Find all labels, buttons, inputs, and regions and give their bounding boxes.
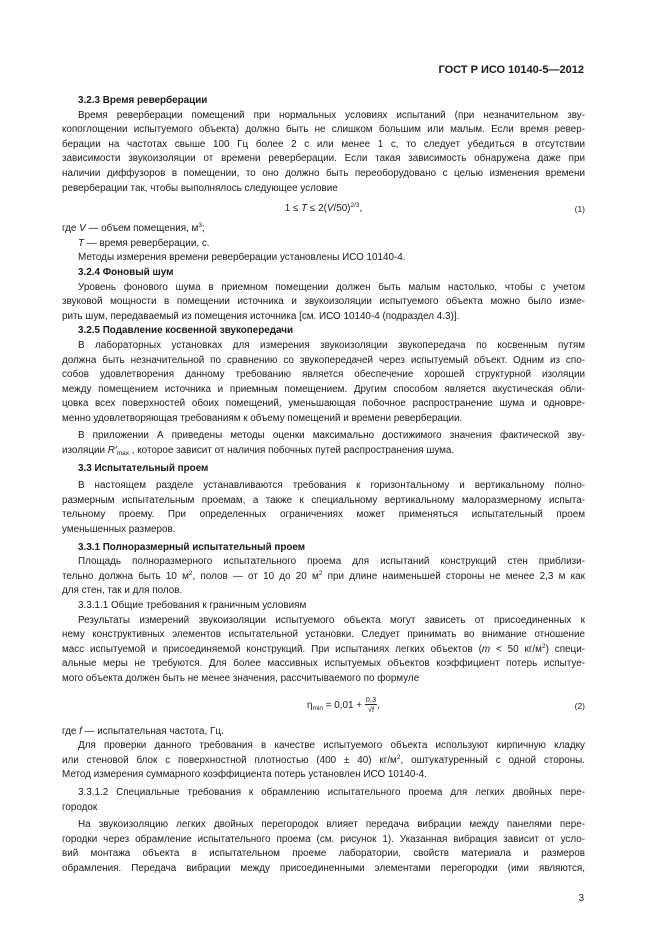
text-run: 2	[188, 569, 193, 577]
text-run: 2	[318, 569, 323, 577]
paragraph-line: обрамления. Передача вибрации между присоединенными элементами перегородки (ими являются,	[62, 862, 585, 874]
text-run: T	[78, 237, 85, 249]
paragraph-line: городок	[62, 801, 98, 813]
paragraph-line: Уровень фонового шума в приемном помещении должен быть малым настолько, чтобы с учетом	[78, 281, 585, 293]
text-run: V	[326, 203, 334, 215]
paragraph-line: менно удовлетворяющая требованиям к объему помещений и времени реверберации.	[62, 412, 463, 424]
paragraph-line: звуковой мощности в помещении источника и звукоизоляции испытуемого объекта можно было изме-	[62, 296, 585, 308]
text-run: min	[312, 704, 324, 712]
text-run: изоляции	[62, 445, 108, 457]
equation-number: (2)	[574, 700, 585, 711]
paragraph-line: рить шум, передаваемый из помещения источника [см. ИСО 10140-4 (подраздел 4.3)].	[62, 310, 460, 322]
paragraph-line: 3.3.1.2 Специальные требования к обрамлению испытательного проема для легких двойных пере-	[78, 786, 585, 798]
paragraph-line: Время реверберации помещений при нормальных условиях испытаний (при незначительном зву-	[78, 109, 585, 121]
paragraph-line: альные меры не требуются. Для более массивных испытуемых объектов коэффициент потерь испытуе-	[62, 658, 585, 670]
paragraph-line: мого объекта должен быть не менее значения, рассчитываемого по формуле	[62, 672, 420, 684]
subsection-heading: 3.3.1.1 Общие требования к граничным условиям	[78, 600, 307, 611]
section-heading: 3.2.3 Время реверберации	[78, 95, 208, 106]
text-run: 2/3	[350, 202, 360, 210]
text-run: , оштукатуренный с одной стороны.	[400, 754, 585, 766]
paragraph-line: В лабораторных установках для измерения звукоизоляции звукопередача по косвенным путям	[78, 339, 585, 351]
text-run: f	[79, 725, 82, 737]
text-line: Методы измерения времени реверберации установлены ИСО 10140-4.	[78, 252, 406, 264]
paragraph-line: размерным испытательным проемам, а также к специальному вертикальному малоразмерному испыта-	[62, 494, 585, 506]
paragraph-line: В настоящем разделе устанавливаются требования к горизонтальному и вертикальному полно-	[78, 480, 585, 492]
text-run: 0,3	[365, 695, 377, 705]
fraction	[365, 695, 377, 714]
text-run: max	[116, 450, 130, 458]
text-run: ,	[377, 699, 380, 711]
text-run: /50)	[333, 203, 351, 215]
paragraph-line: должна быть незначительной по сравнению со звукопередачей через испытуемый объект. Одним из спо-	[62, 354, 585, 366]
text-run: или стеновой блок с поверхностной плотностью (400 ± 40) кг/м	[62, 754, 397, 766]
text-run: T	[301, 203, 308, 215]
paragraph-line	[62, 570, 585, 585]
text-run: ) специ-	[545, 643, 586, 655]
text-run: = 0,01 +	[323, 699, 365, 711]
text-run: 2	[396, 753, 401, 761]
paragraph-line: Метод измерения суммарного коэффициента потерь установлен ИСО 10140-4.	[62, 769, 427, 781]
paragraph-line: для стен, так и для полов.	[62, 585, 183, 597]
text-run: V	[79, 223, 86, 235]
text-run: η	[307, 699, 313, 711]
paragraph-line: На звукоизоляцию легких двойных перегородок влияет передача вибрации между панелями пере-	[78, 819, 585, 831]
document-header: ГОСТ Р ИСО 10140-5—2012	[438, 64, 584, 76]
text-line	[62, 237, 585, 252]
paragraph-line	[62, 754, 585, 769]
equation-number: (1)	[574, 204, 585, 215]
text-run: 2	[541, 642, 546, 650]
section-heading: 3.2.4 Фоновый шум	[78, 266, 174, 278]
text-run: , полов — от 10 до 20 м	[192, 570, 319, 582]
text-run: при длине наименьшей стороны не менее 2,3 м как	[322, 570, 585, 582]
formula-2	[62, 691, 585, 721]
text-run: , которое зависит от наличия побочных путей распространения шума.	[129, 445, 455, 457]
section-heading: 3.2.5 Подавление косвенной звукопередачи	[78, 325, 294, 337]
text-run: — испытательная частота, Гц.	[81, 725, 224, 737]
paragraph-line: вий монтажа объекта в испытательном проеме лаборатории, свойств материала и размеров	[62, 848, 585, 860]
paragraph-line: Для проверки данного требования в качестве испытуемого объекта используют кирпичную кладку	[78, 740, 585, 752]
page-number: 3	[578, 893, 584, 904]
paragraph-line: зависимости звукоизоляции от времени реверберации. Если такая зависимость обнаружена даже при	[62, 153, 585, 165]
paragraph-line	[62, 444, 585, 459]
paragraph-line: нему конструктивных элементов испытательной установки. Следует принимать во внимание отношение	[62, 629, 585, 641]
text-line	[62, 222, 585, 237]
paragraph-line: тельному проему. При определенных ограничениях может применяться испытательный проем	[62, 509, 585, 521]
formula-1	[62, 198, 585, 220]
text-run: ,	[359, 203, 363, 215]
paragraph-line: между помещением источника и приемным помещением. Другим способом является акустическая обли-	[62, 383, 585, 395]
text-run: 1 ≤	[284, 203, 302, 215]
text-run: — время реверберации, с.	[84, 237, 210, 249]
paragraph-line: копоглощении испытуемого объекта) должно быть не слишком большим или малым. Если время ревер-	[62, 124, 585, 136]
text-run: R′	[107, 445, 117, 457]
paragraph-line: реверберации так, чтобы выполнялось следующее условие	[62, 182, 338, 194]
text-run: < 50 кг/м	[490, 643, 542, 655]
text-run: m	[481, 643, 491, 655]
paragraph-line: Результаты измерений звукоизоляции испытуемого объекта могут зависеть от присоединенных к	[78, 614, 585, 626]
text-run: ≤ 2(	[307, 203, 327, 215]
text-run: тельно должна быть 10 м	[62, 570, 189, 582]
paragraph-line: городки через обрамление испытательного проема (см. рисунок 1). Указанная вибрация зависит от усло-	[62, 833, 585, 845]
paragraph-line: берации на частотах свыше 100 Гц более 2 с или менее 1 с, то следует убедиться в отсутствии	[62, 138, 585, 150]
paragraph-line: уменьшенных размеров.	[62, 524, 176, 536]
text-run: где	[62, 725, 80, 737]
section-heading: 3.3 Испытательный проем	[78, 462, 209, 474]
paragraph-line: цовка всех поверхностей обоих помещений, уменьшающая побочное распространение шума и одновре-	[62, 398, 585, 410]
text-run: — объем помещения, м	[85, 223, 199, 235]
text-run: ;	[201, 223, 205, 235]
paragraph-line: собов удовлетворения данному требованию является обеспечение хорошей структурной изоляции	[62, 369, 585, 381]
paragraph-line: Площадь полноразмерного испытательного проема для испытаний конструкций стен приблизи-	[78, 556, 585, 568]
paragraph-line	[62, 643, 585, 658]
text-run: масс испытуемой и присоединяемой конструкций. При испытаниях легких объектов (	[62, 643, 482, 655]
paragraph-line: наличии диффузоров в помещении, то оно должно быть переоборудовано с целью изменения времени	[62, 167, 585, 179]
section-heading: 3.3.1 Полноразмерный испытательный проем	[78, 541, 306, 553]
text-run: где	[62, 223, 80, 235]
text-run: 3	[198, 222, 202, 230]
text-run: √f	[367, 705, 375, 715]
document-body	[62, 94, 585, 877]
paragraph-line: В приложении А приведены методы оценки максимально достижимого значения фактической зву-	[78, 430, 585, 442]
text-line	[62, 725, 585, 740]
